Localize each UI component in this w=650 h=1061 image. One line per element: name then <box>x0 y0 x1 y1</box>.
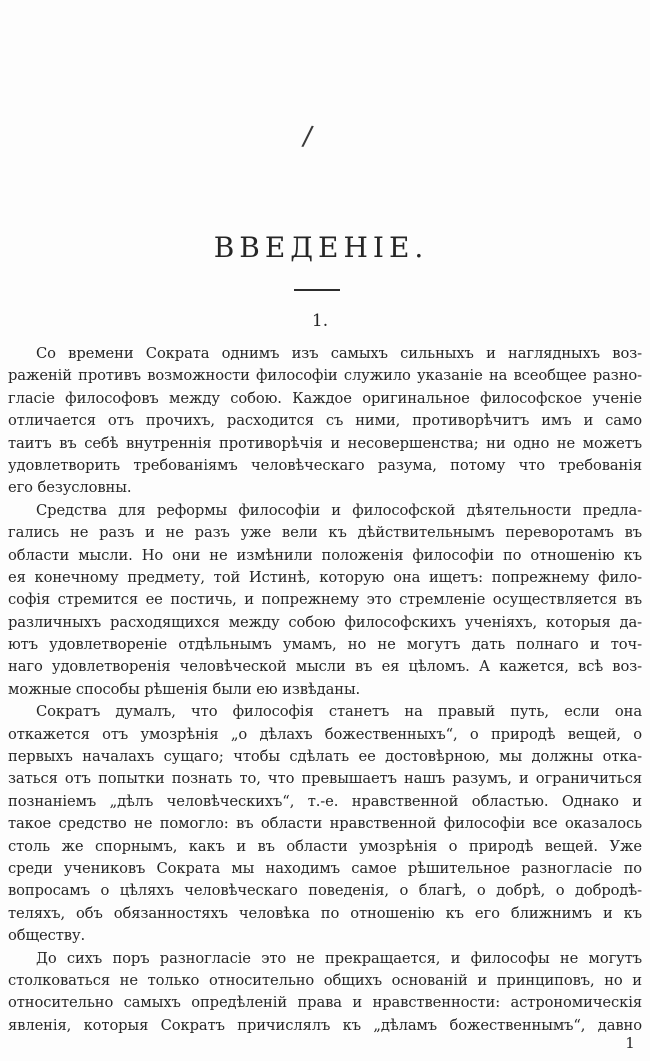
page-number: 1 <box>625 1034 635 1052</box>
text-line: откажется отъ умозрѣнія „о дѣлахъ божественныхъ“, о природѣ вещей, о <box>8 725 642 743</box>
text-line: обществу. <box>8 927 86 945</box>
text-line: ютъ удовлетвореніе отдѣльнымъ умамъ, но не могутъ дать полнаго и точ- <box>8 636 642 654</box>
text-line: Сократъ думалъ, что философія станетъ на правый путь, если она <box>36 703 642 721</box>
text-line: ея конечному предмету, той Истинѣ, которую она ищетъ: попрежнему фило- <box>8 568 642 586</box>
text-line: таитъ въ себѣ внутреннія противорѣчія и несовершенства; ни одно не можетъ <box>8 434 642 452</box>
text-line: такое средство не помогло: въ области нравственной философіи все оказалось <box>8 815 642 833</box>
body-text <box>8 343 642 1037</box>
text-line: софія стремится ее постичь, и попрежнему это стремленіе осуществляется въ <box>8 591 642 609</box>
text-line: области мысли. Но они не измѣнили положенія философіи по отношенію къ <box>8 546 642 564</box>
text-line: заться отъ попытки познать то, что превышаетъ нашъ разумъ, и ограничиться <box>8 770 642 788</box>
paragraph <box>8 500 642 702</box>
text-line: наго удовлетворенія человѣческой мысли въ ея цѣломъ. А кажется, всѣ воз- <box>8 658 642 676</box>
text-line: вопросамъ о цѣляхъ человѣческаго поведенія, о благѣ, о добрѣ, о добродѣ- <box>8 882 642 900</box>
text-line: Средства для реформы философіи и философской дѣятельности предла- <box>36 501 642 519</box>
text-line: его безусловны. <box>8 479 132 497</box>
text-line: можные способы рѣшенія были ею извѣданы. <box>8 680 361 698</box>
section-number: 1. <box>311 311 329 331</box>
title-divider <box>294 289 340 291</box>
text-line: столь же спорнымъ, какъ и въ области умозрѣнія о природѣ вещей. Уже <box>8 837 642 855</box>
paragraph <box>8 948 642 1038</box>
text-line: отличается отъ прочихъ, расходится съ ними, противорѣчитъ имъ и само <box>8 412 642 430</box>
text-line: первыхъ началахъ сущаго; чтобы сдѣлать ее достовѣрною, мы должны отка- <box>8 748 642 766</box>
paragraph <box>8 343 642 500</box>
text-line: До сихъ поръ разногласіе это не прекращается, и философы не могутъ <box>36 949 642 967</box>
text-line: раженій противъ возможности философіи служило указаніе на всеобщее разно- <box>8 367 642 385</box>
text-line: различныхъ расходящихся между собою философскихъ ученіяхъ, которыя да- <box>8 613 642 631</box>
text-line: Со времени Сократа однимъ изъ самыхъ сильныхъ и наглядныхъ воз- <box>36 345 642 362</box>
text-line: среди учениковъ Сократа мы находимъ самое рѣшительное разногласіе по <box>8 859 642 877</box>
chapter-title: ВВЕДЕНІЕ. <box>213 231 429 264</box>
text-line: теляхъ, объ обязанностяхъ человѣка по отношенію къ его ближнимъ и къ <box>8 904 642 922</box>
text-line: относительно самыхъ опредѣленій права и нравственности: астрономическія <box>8 994 642 1012</box>
paragraph <box>8 701 642 947</box>
text-line: познаніемъ „дѣлъ человѣческихъ“, т.-е. нравственной областью. Однако и <box>8 792 642 810</box>
text-line: удовлетворить требованіямъ человѣческаго разума, потому что требованія <box>8 456 642 474</box>
pencil-mark: / <box>300 120 315 153</box>
text-line: столковаться не только относительно общихъ основаній и принциповъ, но и <box>8 971 642 989</box>
text-line: гласіе философовъ между собою. Каждое оригинальное философское ученіе <box>8 389 642 407</box>
text-line: гались не разъ и не разъ уже вели къ дѣйствительнымъ переворотамъ въ <box>8 524 642 542</box>
text-line: явленія, которыя Сократъ причислялъ къ „дѣламъ божественнымъ“, давно <box>8 1016 642 1034</box>
